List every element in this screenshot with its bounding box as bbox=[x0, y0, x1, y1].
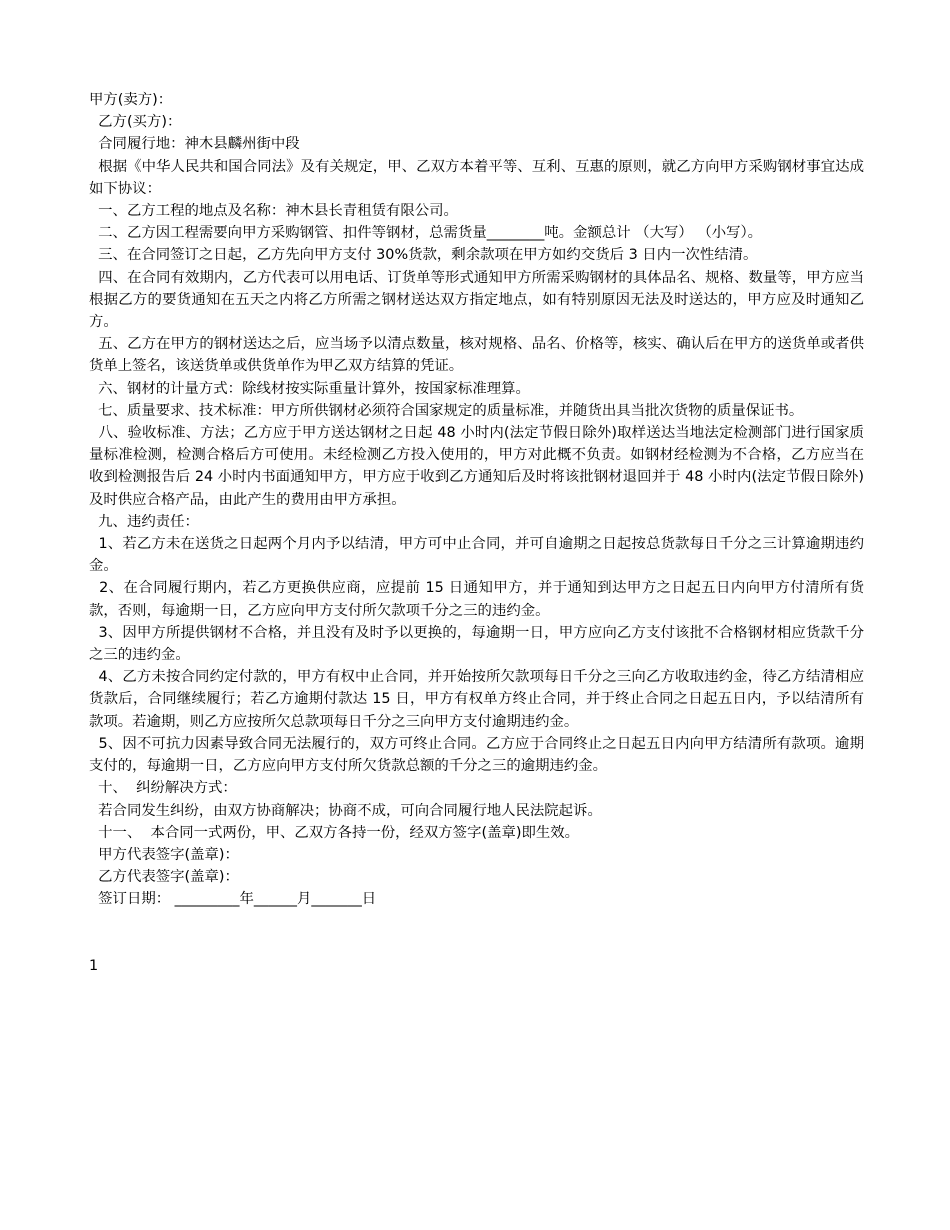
clause-10-heading: 十、 纠纷解决方式： bbox=[89, 780, 237, 797]
contract-location: 合同履行地：神木县麟州街中段 bbox=[89, 136, 300, 153]
clause-8: 八、验收标准、方法；乙方应于甲方送达钢材之日起 48 小时内(法定节假日除外)取样送达当地法定检测部门进行国家质量标准检测，检测合格后方可使用。未经检测乙方投入使用的，甲方对此概不负责。如钢材经检测为不合格，乙方应当在收到检测报告后 24 小时内书面通知甲方，甲方应于收到乙方通知后及时将该批钢材退回并于 48 小时内(法定节假日除外)及时供应合格产品，由此产生的费用由甲方承担。 bbox=[89, 425, 864, 508]
page-number: 1 bbox=[89, 958, 99, 974]
clause-11: 十一、 本合同一式两份，甲、乙双方各持一份，经双方签字(盖章)即生效。 bbox=[89, 824, 580, 841]
clause-9-item-5: 5、因不可抗力因素导致合同无法履行的，双方可终止合同。乙方应于合同终止之日起五日内向甲方结清所有款项。逾期支付的，每逾期一日，乙方应向甲方支付所欠货款总额的千分之三的逾期违约金。 bbox=[89, 735, 864, 775]
clause-10-text: 若合同发生纠纷，由双方协商解决；协商不成，可向合同履行地人民法院起诉。 bbox=[89, 802, 602, 819]
clause-3: 三、在合同签订之日起，乙方先向甲方支付 30%货款，剩余款项在甲方如约交货后 3 日内一次性结清。 bbox=[89, 247, 758, 264]
signing-date-line: 签订日期： _________年______月_______日 bbox=[89, 891, 377, 908]
party-b-buyer: 乙方(买方)： bbox=[89, 114, 182, 131]
clause-6: 六、钢材的计量方式：除线材按实际重量计算外，按国家标准理算。 bbox=[89, 380, 530, 397]
clause-9-item-3: 3、因甲方所提供钢材不合格，并且没有及时予以更换的，每逾期一日，甲方应向乙方支付该批不合格钢材相应货款千分之三的违约金。 bbox=[89, 624, 864, 664]
clause-7: 七、质量要求、技术标准：甲方所供钢材必须符合国家规定的质量标准，并随货出具当批次货物的质量保证书。 bbox=[89, 402, 804, 419]
contract-document bbox=[89, 89, 864, 911]
party-a-signature-line: 甲方代表签字(盖章)： bbox=[89, 846, 239, 863]
party-a-seller: 甲方(卖方)： bbox=[89, 92, 173, 108]
clause-9-item-4: 4、乙方未按合同约定付款的，甲方有权中止合同，并开始按所欠款项每日千分之三向乙方收取违约金，待乙方结清相应货款后，合同继续履行；若乙方逾期付款达 15 日，甲方有权单方终止合同，并于终止合同之日起五日内，予以结清所有款项。若逾期，则乙方应按所欠总款项每日千分之三向甲方支付逾期违约金。 bbox=[89, 669, 864, 730]
clause-1: 一、乙方工程的地点及名称：神木县长青租赁有限公司。 bbox=[89, 203, 458, 220]
party-b-signature-line: 乙方代表签字(盖章)： bbox=[89, 869, 239, 886]
clause-9-heading: 九、违约责任： bbox=[89, 513, 199, 530]
clause-2: 二、乙方因工程需要向甲方采购钢管、扣件等钢材，总需货量________吨。金额总计 （大写） （小写）。 bbox=[89, 225, 763, 242]
clause-9-item-1: 1、若乙方未在送货之日起两个月内予以结清，甲方可中止合同，并可自逾期之日起按总货款每日千分之三计算逾期违约金。 bbox=[89, 536, 864, 575]
preamble-paragraph: 根据《中华人民共和国合同法》及有关规定，甲、乙双方本着平等、互利、互惠的原则，就乙方向甲方采购钢材事宜达成如下协议： bbox=[89, 158, 864, 197]
clause-5: 五、乙方在甲方的钢材送达之后，应当场予以清点数量，核对规格、品名、价格等，核实、确认后在甲方的送货单或者供货单上签名，该送货单或供货单作为甲乙双方结算的凭证。 bbox=[89, 336, 864, 375]
clause-4: 四、在合同有效期内，乙方代表可以用电话、订货单等形式通知甲方所需采购钢材的具体品名、规格、数量等，甲方应当根据乙方的要货通知在五天之内将乙方所需之钢材送达双方指定地点，如有特别原因无法及时送达的，甲方应及时通知乙方。 bbox=[89, 269, 864, 331]
clause-9-item-2: 2、在合同履行期内，若乙方更换供应商，应提前 15 日通知甲方，并于通知到达甲方之日起五日内向甲方付清所有货款，否则，每逾期一日，乙方应向甲方支付所欠款项千分之三的违约金。 bbox=[89, 580, 864, 619]
